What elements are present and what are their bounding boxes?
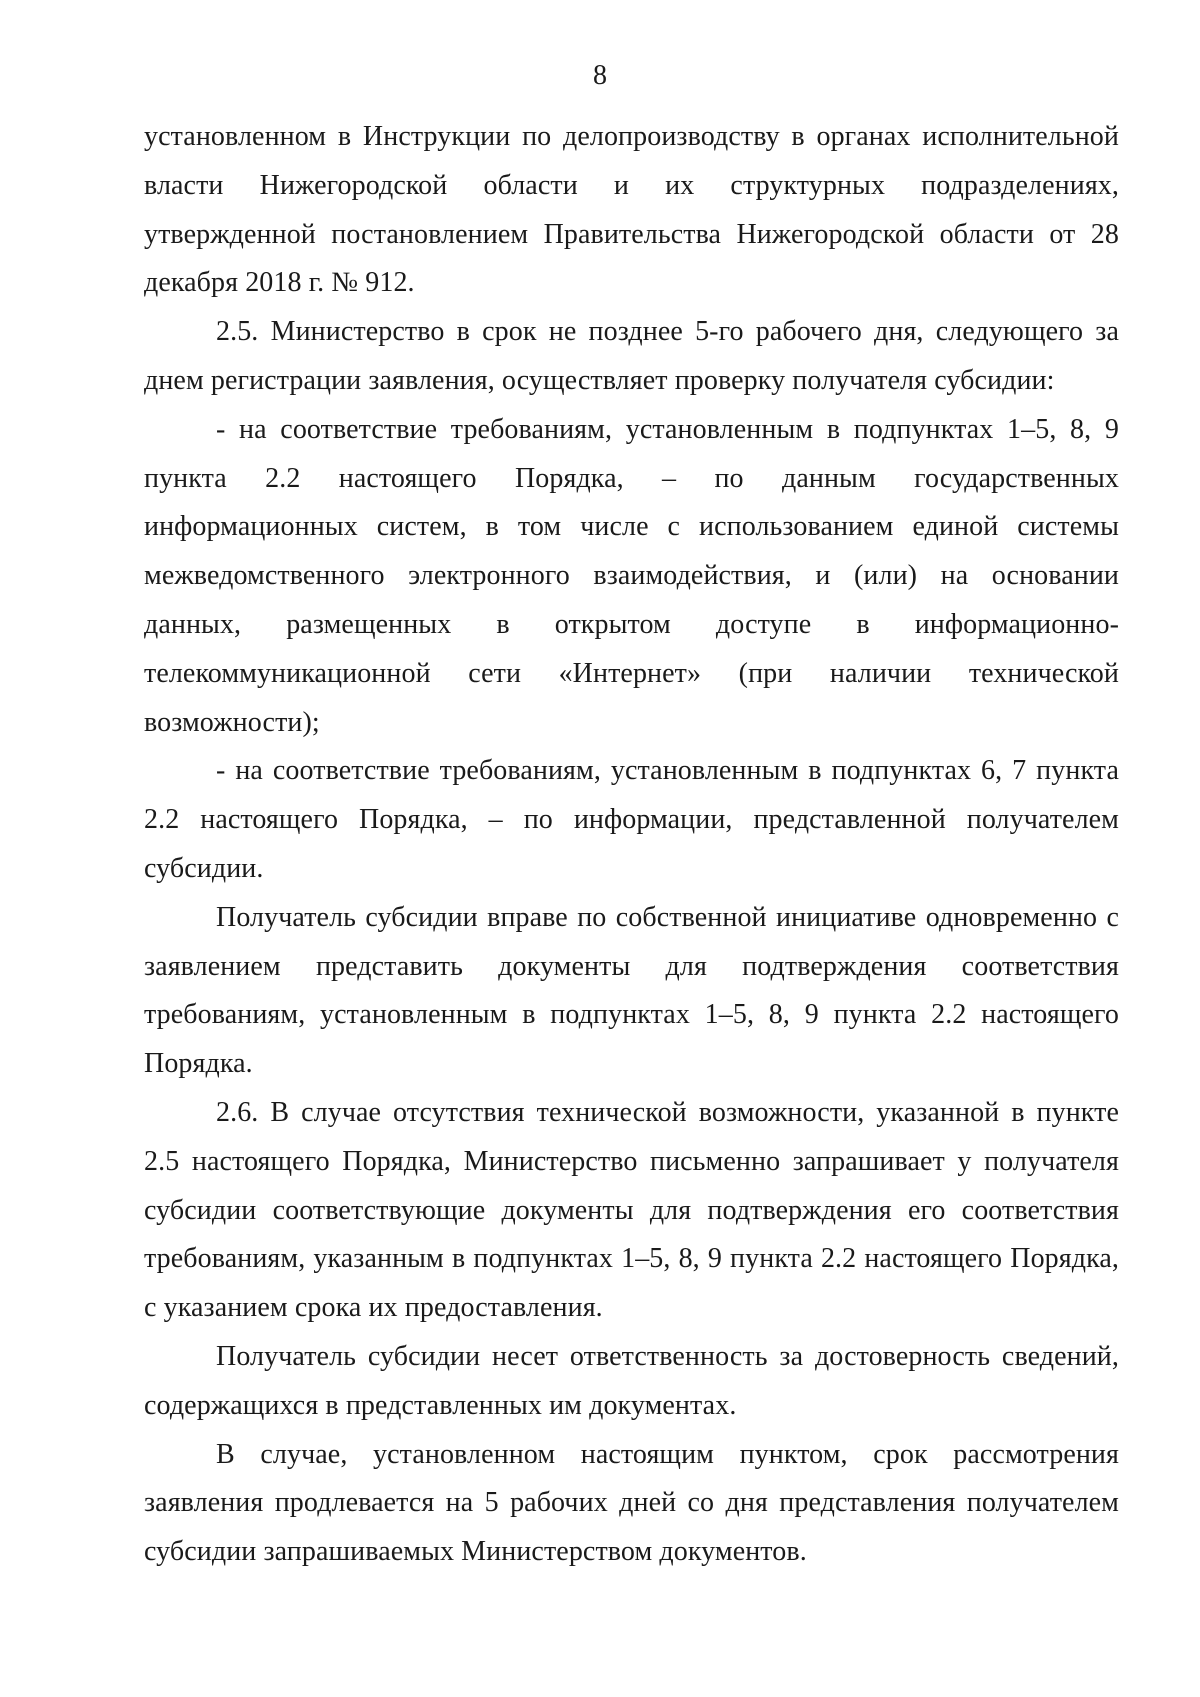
list-item-requirements-1-5: - на соответствие требованиям, установленным в подпунктах 1–5, 8, 9 пункта 2.2 настоящего Порядка, – по данным государственных информационных систем, в том числе с использованием единой системы межведомственного электронного взаимодействия, и (или) на основании данных, размещенных в открытом доступе в информационно-телекоммуникационной сети «Интернет» (при наличии технической возможности); bbox=[144, 413, 1119, 738]
page-number: 8 bbox=[593, 60, 607, 91]
paragraph-2-6: 2.6. В случае отсутствия технической возможности, указанной в пункте 2.5 настоящего Порядка, Министерство письменно запрашивает у получателя субсидии соответствующие документы для подтверждения его соответствия требованиям, указанным в подпунктах 1–5, 8, 9 пункта 2.2 настоящего Порядка, с указанием срока их предоставления. bbox=[144, 1096, 1119, 1324]
paragraph-extension: В случае, установленном настоящим пунктом, срок рассмотрения заявления продлевается на 5 рабочих дней со дня представления получателем субсидии запрашиваемых Министерством документов. bbox=[144, 1438, 1119, 1568]
paragraph-own-initiative: Получатель субсидии вправе по собственной инициативе одновременно с заявлением представить документы для подтверждения соответствия требованиям, установленным в подпунктах 1–5, 8, 9 пункта 2.2 настоящего Порядка. bbox=[144, 901, 1119, 1080]
paragraph-2-5: 2.5. Министерство в срок не позднее 5-го рабочего дня, следующего за днем регистрации заявления, осуществляет проверку получателя субсидии: bbox=[144, 316, 1119, 396]
document-body bbox=[144, 113, 1119, 1577]
paragraph-responsibility: Получатель субсидии несет ответственность за достоверность сведений, содержащихся в представленных им документах. bbox=[144, 1340, 1119, 1421]
list-item-requirements-6-7: - на соответствие требованиям, установленным в подпунктах 6, 7 пункта 2.2 настоящего Порядка, – по информации, представленной получателем субсидии. bbox=[144, 755, 1119, 884]
paragraph-continuation: установленном в Инструкции по делопроизводству в органах исполнительной власти Нижегородской области и их структурных подразделениях, утвержденной постановлением Правительства Нижегородской области от 28 декабря 2018 г. № 912. bbox=[144, 121, 1119, 299]
